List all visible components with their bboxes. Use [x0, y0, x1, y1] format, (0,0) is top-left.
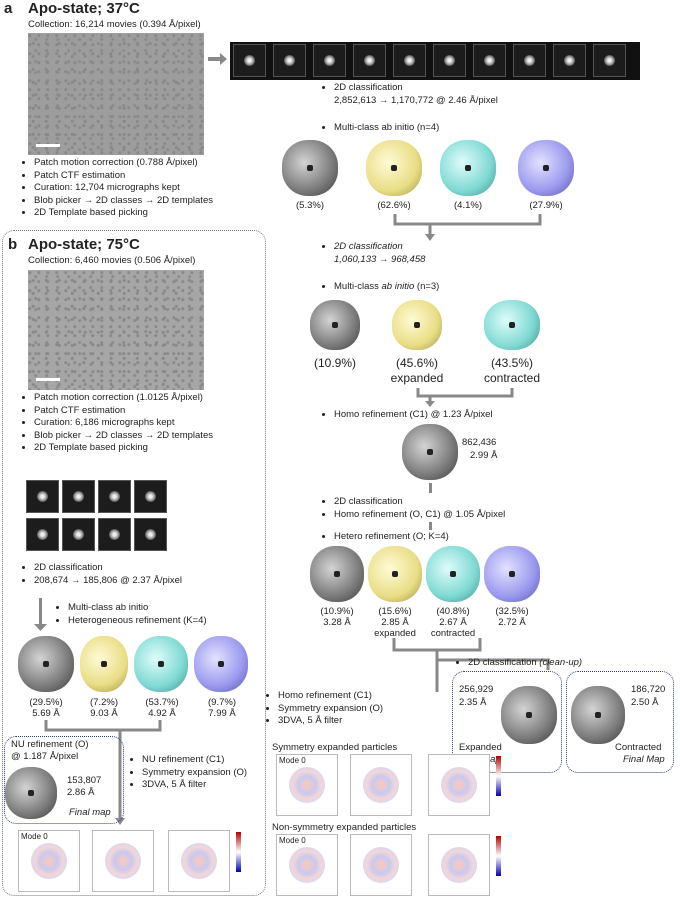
- density-map-cyan: [134, 636, 188, 692]
- colorbar: [236, 832, 241, 872]
- step-item: • Patch CTF estimation: [34, 405, 258, 418]
- density-map-gray: [5, 767, 57, 819]
- class-average: [593, 44, 626, 77]
- step-item: • Multi-class ab initio: [68, 602, 252, 615]
- density-map-cyan: [426, 546, 480, 602]
- panel-b-collection: Collection: 6,460 movies (0.506 Å/pixel): [28, 255, 196, 266]
- final-map-label: Final Map: [623, 754, 665, 765]
- density-map-yellow: [368, 546, 422, 602]
- hetero-result: (40.8%) 2.67 Å contracted: [430, 606, 476, 639]
- b-result: (29.5%) 5.69 Å: [29, 697, 63, 719]
- step-item: • 2D classification: [334, 241, 578, 254]
- step-item: • Hetero refinement (O; K=4): [334, 531, 578, 544]
- b-heatmap: [92, 830, 154, 892]
- panel-b-title: Apo-state; 75°C: [28, 236, 140, 253]
- percent-label: (43.5%): [490, 356, 534, 370]
- panel-a-steps: [18, 157, 248, 220]
- a-classification2: [318, 241, 578, 266]
- panel-a-collection: Collection: 16,214 movies (0.394 Å/pixel): [28, 19, 201, 30]
- density-map-cyan: [440, 140, 496, 196]
- class-average: [233, 44, 266, 77]
- down-arrow: [39, 598, 42, 626]
- mode-label: Mode 0: [21, 832, 48, 841]
- nu-final-box: [4, 736, 124, 824]
- mode-label: Mode 0: [279, 756, 306, 765]
- density-map-yellow: [392, 300, 442, 350]
- density-map-gray: [310, 546, 364, 602]
- density-map-blue: [484, 546, 540, 602]
- panel-b-letter: b: [8, 236, 18, 253]
- density-map-gray: [501, 686, 557, 744]
- percent-label: (4.1%): [454, 200, 482, 211]
- step-item: • NU refinement (C1): [142, 754, 266, 767]
- step-item: • 208,674 → 185,806 @ 2.37 Å/pixel: [34, 575, 258, 588]
- b-result: (7.2%) 9.03 Å: [90, 697, 118, 719]
- percent-label: (5.3%): [296, 200, 324, 211]
- percent-label: (27.9%): [529, 200, 563, 211]
- panel-a-letter: a: [4, 0, 13, 17]
- scale-bar: [36, 378, 60, 381]
- hetero-result: (10.9%) 3.28 Å: [320, 606, 354, 628]
- step-item: • 2D Template based picking: [34, 442, 258, 455]
- percent-label: (62.6%): [377, 200, 411, 211]
- state-label: expanded: [390, 371, 444, 385]
- step-item: • Symmetry expansion (O): [278, 703, 462, 716]
- a-hetero: [318, 531, 578, 544]
- step-item: • Heterogeneous refinement (K=4): [68, 615, 252, 628]
- density-map-gray: [310, 300, 360, 350]
- class-average: [134, 518, 167, 551]
- class-average: [26, 518, 59, 551]
- b-result: (9.7%) 7.99 Å: [208, 697, 236, 719]
- particle-count: 153,807: [67, 775, 102, 786]
- right-arrow-icon: [208, 52, 228, 66]
- step-item: 2,852,613 → 1,170,772 @ 2.46 Å/pixel: [334, 94, 498, 106]
- step-item: • 2D classification: [334, 496, 618, 509]
- class-average: [134, 480, 167, 513]
- step-item: • Homo refinement (O, C1) @ 1.05 Å/pixel: [334, 509, 618, 522]
- step-item: 1,060,133 → 968,458: [334, 253, 426, 265]
- b-heatmap: [168, 830, 230, 892]
- step-item: • Homo refinement (C1) @ 1.23 Å/pixel: [334, 409, 578, 422]
- step-item: • 2D classification (clean-up): [468, 657, 672, 670]
- class-average: [393, 44, 426, 77]
- density-map-blue: [194, 636, 248, 692]
- a-abinitio1: [318, 122, 578, 135]
- class-average: [473, 44, 506, 77]
- class-average: [273, 44, 306, 77]
- class-average: [513, 44, 546, 77]
- panel-b-micrograph: [28, 270, 204, 390]
- density-map-cyan: [484, 300, 540, 350]
- class-average: [98, 518, 131, 551]
- class-average: [433, 44, 466, 77]
- nonsym-heatmap: [428, 834, 490, 896]
- arrowhead-icon: [34, 624, 47, 632]
- resolution-label: 2.50 Å: [631, 697, 659, 708]
- merge-connector: [300, 212, 560, 242]
- step-item: • Patch CTF estimation: [34, 170, 248, 183]
- nu-title: NU refinement (O): [11, 739, 89, 750]
- step-item: • Blob picker → 2D classes → 2D templates: [34, 430, 258, 443]
- class-average: [98, 480, 131, 513]
- a-homo1: [318, 409, 578, 422]
- colorbar: [496, 756, 501, 796]
- sym-heatmap: [350, 754, 412, 816]
- particle-count: 862,436: [462, 437, 497, 448]
- step-item: • Blob picker → 2D classes → 2D templates: [34, 195, 248, 208]
- step-item: • 2D classification: [34, 562, 258, 575]
- density-map-gray: [571, 686, 625, 744]
- hetero-result: (15.6%) 2.85 Å expanded: [374, 606, 416, 639]
- class-average: [26, 480, 59, 513]
- a-abinitio2: [318, 281, 578, 294]
- down-arrow: [429, 522, 432, 530]
- particle-count: 186,720: [631, 684, 666, 695]
- colorbar: [496, 836, 501, 876]
- resolution-label: 2.99 Å: [470, 450, 498, 461]
- a-classification3: [318, 496, 618, 521]
- percent-label: (45.6%): [395, 356, 439, 370]
- down-arrow: [429, 483, 432, 493]
- step-item: • Homo refinement (C1): [278, 690, 462, 703]
- density-map-gray: [402, 424, 458, 480]
- percent-label: (10.9%): [313, 356, 357, 370]
- a-cleanup: [452, 657, 672, 670]
- panel-b-steps: [18, 392, 258, 455]
- class-strip-a: [230, 42, 640, 80]
- b-nu2: [126, 754, 266, 792]
- class-average: [353, 44, 386, 77]
- b-classification: [18, 562, 258, 587]
- nonsym-heatmap: [350, 834, 412, 896]
- density-map-blue: [518, 140, 574, 196]
- sym-heatmap: [428, 754, 490, 816]
- sym-title: Symmetry expanded particles: [272, 742, 398, 753]
- step-item: • Curation: 12,704 micrographs kept: [34, 182, 248, 195]
- state-label: contracted: [483, 371, 541, 385]
- b-abinitio: [52, 602, 252, 627]
- final-map-label: Final map: [69, 807, 111, 818]
- step-item: • 3DVA, 5 Å filter: [142, 779, 266, 792]
- step-item: • Symmetry expansion (O): [142, 767, 266, 780]
- resolution-label: 2.86 Å: [67, 787, 95, 798]
- step-item: • Multi-class ab initio (n=3): [334, 281, 578, 294]
- panel-a-title: Apo-state; 37°C: [28, 0, 140, 17]
- density-map-gray: [18, 636, 74, 692]
- class-average: [313, 44, 346, 77]
- step-item: • Curation: 6,186 micrographs kept: [34, 417, 258, 430]
- density-map-gray: [282, 140, 338, 196]
- step-item: • Patch motion correction (0.788 Å/pixel): [34, 157, 248, 170]
- scale-bar: [36, 144, 60, 147]
- step-item: • Multi-class ab initio (n=4): [334, 122, 578, 135]
- density-map-yellow: [366, 140, 422, 196]
- particle-count: 256,929: [459, 684, 494, 695]
- class-grid-b: [26, 480, 166, 560]
- nu-pixel: @ 1.187 Å/pixel: [11, 751, 79, 762]
- resolution-label: 2.35 Å: [459, 697, 487, 708]
- step-item: • Patch motion correction (1.0125 Å/pixel): [34, 392, 258, 405]
- state-label: Expanded: [459, 742, 502, 753]
- a-homo2: [262, 690, 462, 728]
- step-item: • 2D Template based picking: [34, 207, 248, 220]
- density-map-yellow: [80, 636, 128, 692]
- a-classification1: [318, 82, 578, 107]
- class-average: [553, 44, 586, 77]
- final-map-label: map: [482, 754, 501, 765]
- b-result: (53.7%) 4.92 Å: [145, 697, 179, 719]
- panel-a-micrograph: [28, 33, 204, 155]
- nonsym-title: Non-symmetry expanded particles: [272, 822, 417, 833]
- hetero-result: (32.5%) 2.72 Å: [495, 606, 529, 628]
- class-average: [62, 518, 95, 551]
- merge-connector: [300, 386, 560, 408]
- contracted-final-box: [566, 671, 674, 773]
- state-label: Contracted: [615, 742, 662, 753]
- step-item: • 2D classification: [334, 82, 578, 95]
- mode-label: Mode 0: [279, 836, 306, 845]
- class-average: [62, 480, 95, 513]
- step-item: • 3DVA, 5 Å filter: [278, 715, 462, 728]
